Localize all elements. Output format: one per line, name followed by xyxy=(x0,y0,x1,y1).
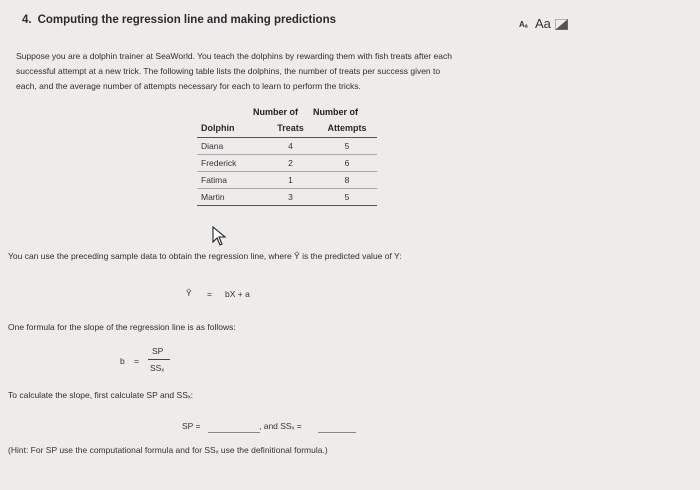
equation-yhat: Ŷ xyxy=(186,288,192,298)
cell-treats: 3 xyxy=(264,189,317,206)
table-row xyxy=(197,138,377,155)
table-row xyxy=(197,155,377,172)
slope-b: b xyxy=(120,356,125,366)
ss-input[interactable] xyxy=(318,421,356,433)
cell-treats: 1 xyxy=(264,172,317,189)
equation-equals: = xyxy=(207,289,212,299)
cell-name: Diana xyxy=(197,138,264,155)
calc-intro: To calculate the slope, first calculate SP and SSₓ: xyxy=(8,390,194,400)
cell-treats: 2 xyxy=(264,155,317,172)
question-number: 4. xyxy=(22,14,32,26)
header-treats-top: Number of xyxy=(253,107,298,117)
intro-paragraph xyxy=(16,49,551,94)
mouse-cursor-icon xyxy=(211,226,227,246)
fraction-bar xyxy=(148,359,170,360)
slope-numerator: SP xyxy=(152,346,164,356)
slope-denominator: SSₓ xyxy=(150,363,165,373)
contrast-icon[interactable] xyxy=(555,19,568,30)
intro-line-3: each, and the average number of attempts necessary for each to learn to perform the tricks. xyxy=(16,81,361,91)
table-row xyxy=(197,189,377,206)
cell-name: Martin xyxy=(197,189,264,206)
header-attempts: Attempts xyxy=(317,119,377,138)
cell-attempts: 5 xyxy=(317,189,377,206)
font-size-large-button[interactable]: Aa xyxy=(535,16,551,31)
sp-label: SP = xyxy=(182,421,201,431)
slope-intro: One formula for the slope of the regression line is as follows: xyxy=(8,322,236,332)
cell-attempts: 5 xyxy=(317,138,377,155)
hint-text: (Hint: For SP use the computational formula and for SSₓ use the definitional formula.) xyxy=(8,445,328,455)
sp-input[interactable] xyxy=(208,421,260,433)
cell-attempts: 6 xyxy=(317,155,377,172)
intro-line-1: Suppose you are a dolphin trainer at SeaWorld. You teach the dolphins by rewarding them with fish treats after each xyxy=(16,51,452,61)
regression-intro: You can use the preceding sample data to obtain the regression line, where Ŷ is the predicted value of Y: xyxy=(8,251,402,261)
header-treats: Treats xyxy=(264,119,317,138)
ss-label: , and SSₓ = xyxy=(259,421,302,431)
question-title-text: Computing the regression line and making predictions xyxy=(37,14,336,26)
header-attempts-top: Number of xyxy=(313,107,358,117)
header-dolphin: Dolphin xyxy=(197,119,264,138)
equation-rhs: bX + a xyxy=(225,289,250,299)
slope-equals: = xyxy=(134,356,139,366)
font-size-small-button[interactable]: Aₐ xyxy=(519,20,528,29)
cell-attempts: 8 xyxy=(317,172,377,189)
dolphin-table xyxy=(197,119,377,206)
intro-line-2: successful attempt at a new trick. The following table lists the dolphins, the number of treats per success given to xyxy=(16,66,441,76)
cell-treats: 4 xyxy=(264,138,317,155)
cell-name: Frederick xyxy=(197,155,264,172)
cell-name: Fatima xyxy=(197,172,264,189)
table-row xyxy=(197,172,377,189)
question-title xyxy=(22,14,336,26)
